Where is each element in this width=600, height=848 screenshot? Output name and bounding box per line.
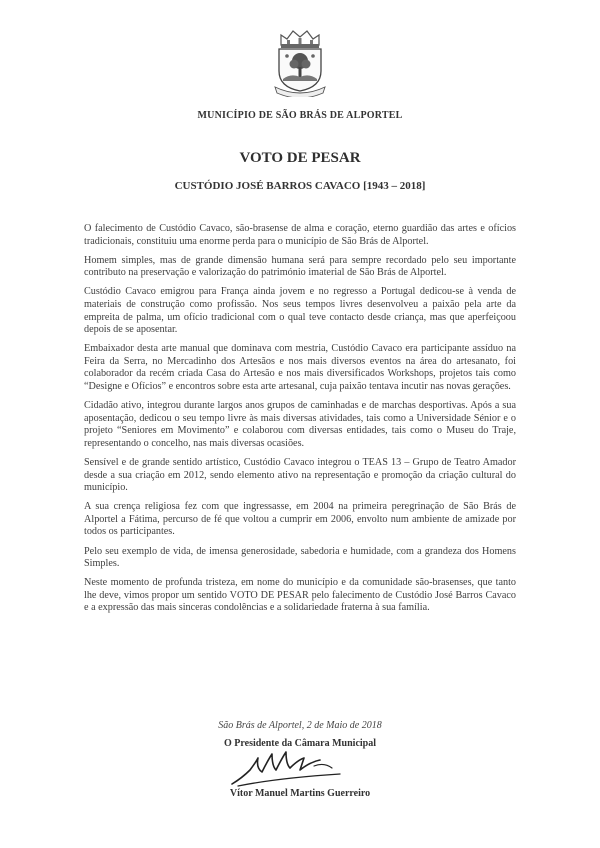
body-paragraph: O falecimento de Custódio Cavaco, são-brasense de alma e coração, eterno guardião das artes e ofícios tradicionais, constituiu uma enorme perda para o município de São Brás de Alportel.	[84, 223, 516, 247]
body-paragraph: Neste momento de profunda tristeza, em nome do município e da comunidade são-brasenses, que tanto lhe deve, vimos propor um sentido VOTO DE PESAR pelo falecimento de Custódio José Barros Cavaco e a expressão das mais sinceras condolências e a solidariedade fraterna à sua família.	[84, 577, 516, 614]
handwritten-signature-icon	[228, 748, 348, 790]
document-body	[84, 223, 516, 622]
signatory-role: O Presidente da Câmara Municipal	[223, 738, 377, 749]
document-subtitle: CUSTÓDIO JOSÉ BARROS CAVACO [1943 – 2018]	[174, 180, 426, 192]
coat-of-arms-icon	[267, 27, 333, 97]
body-paragraph: Pelo seu exemplo de vida, de imensa generosidade, sabedoria e humidade, com a grandeza dos Homens Simples.	[84, 545, 516, 570]
body-paragraph: Cidadão ativo, integrou durante largos anos grupos de caminhadas e de marchas desportivas. Após a sua aposentação, dedicou o seu tempo livre às mais diversas atividades, tais como a Universidade Sénior e o projeto “Seniores em Movimento” e colaborou com diversas entidades, tais como o Museu do Traje, representando o concelho, nas mais diversas ocasiões.	[84, 400, 516, 449]
body-paragraph: Embaixador desta arte manual que dominava com mestria, Custódio Cavaco era participante assíduo na Feira da Serra, no Mercadinho dos Artesãos e nos mais diversos eventos na área do artesanato, foi colaborador da recém criada Casa do Artesão e nos mais diversificados Workshops, projetos tais como “Designe e Ofícios” e encontros sobre esta arte artesanal, cuja paixão tentava incutir nas novas gerações.	[84, 343, 516, 393]
municipality-name: MUNICÍPIO DE SÃO BRÁS DE ALPORTEL	[197, 110, 403, 121]
date-line: São Brás de Alportel, 2 de Maio de 2018	[218, 720, 382, 731]
body-paragraph: Homem simples, mas de grande dimensão humana será para sempre recordado pelo seu importante contributo na preservação e valorização do património imaterial de São Brás de Alportel.	[84, 254, 516, 279]
document-title: VOTO DE PESAR	[239, 150, 361, 166]
signer-name: Vítor Manuel Martins Guerreiro	[229, 788, 371, 799]
body-paragraph: A sua crença religiosa fez com que ingressasse, em 2004 na primeira peregrinação de São Brás de Alportel a Fátima, percurso de fé que voltou a cumprir em 2006, envolto num ambiente de amizade por todos os participantes.	[84, 501, 516, 538]
body-paragraph: Custódio Cavaco emigrou para França ainda jovem e no regresso a Portugal dedicou-se à venda de materiais de construção como profissão. Nos seus tempos livres desenvolveu a paixão pela arte da empreita de palma, um ofício tradicional com o qual teve contacto desde criança, mas que aperfeiçoou depois de se aposentar.	[84, 286, 516, 336]
body-paragraph: Sensível e de grande sentido artístico, Custódio Cavaco integrou o TEAS 13 – Grupo de Teatro Amador desde a sua criação em 2012, sendo elemento ativo na representação e promoção da criação cultural do município.	[84, 457, 516, 494]
